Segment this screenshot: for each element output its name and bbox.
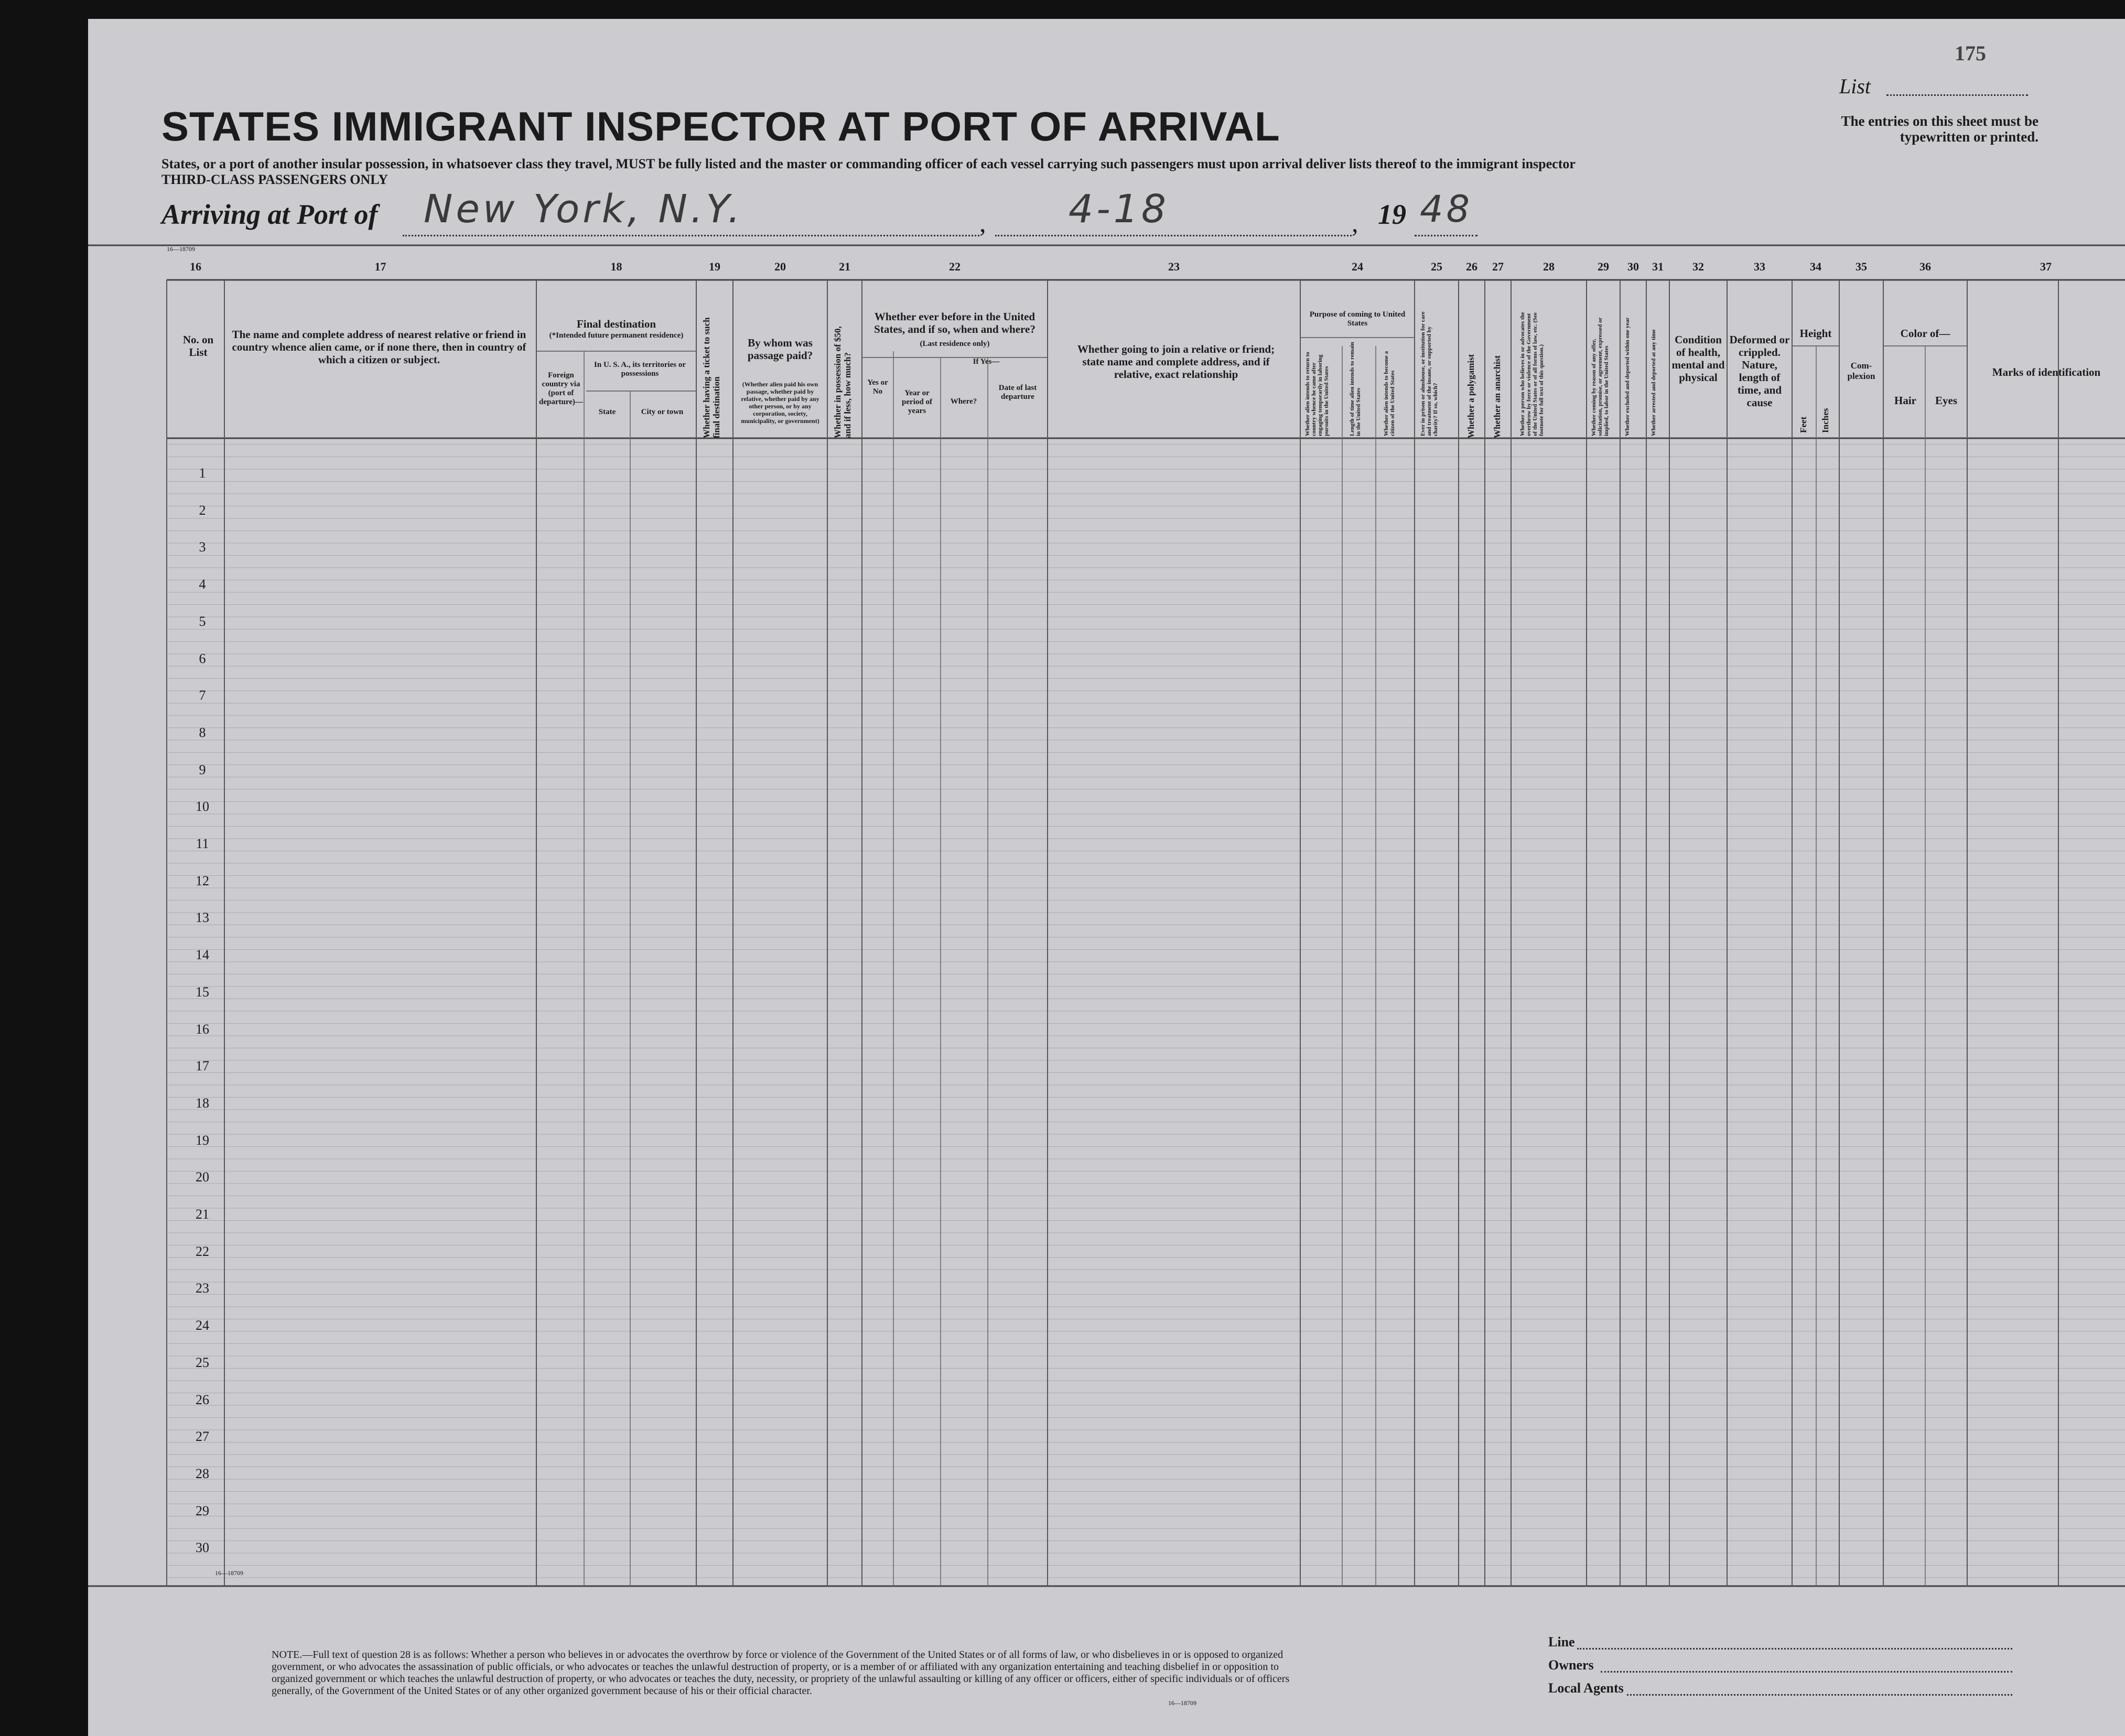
row-number: 13 — [196, 910, 209, 926]
header-ticket: Whether having a ticket to such final destination — [702, 317, 721, 438]
column-number: 20 — [774, 260, 786, 273]
header-possession-50: Whether in possession of $50, and if less, how much? — [833, 326, 853, 438]
port-field[interactable] — [403, 235, 979, 236]
row-number: 12 — [196, 873, 209, 888]
row-number: 4 — [199, 577, 206, 592]
column-number: 25 — [1431, 260, 1442, 273]
column-number: 35 — [1856, 260, 1867, 273]
column-number: 30 — [1627, 260, 1639, 273]
year-prefix: 19 — [1378, 199, 1406, 230]
column-number: 22 — [949, 260, 961, 273]
header-color-of: Color of— — [1900, 327, 1950, 340]
line-field[interactable] — [1577, 1648, 2012, 1650]
arrival-date[interactable]: 4-18 — [1069, 187, 1169, 232]
header-purpose: Purpose of coming to United States — [1309, 310, 1406, 328]
year-field[interactable] — [1415, 235, 1477, 236]
column-number: 17 — [374, 260, 386, 273]
comma: , — [979, 208, 986, 237]
header-eyes: Eyes — [1935, 394, 1957, 407]
list-field[interactable] — [1886, 94, 2028, 96]
header-paid-by: By whom was passage paid? — [747, 337, 813, 362]
column-number: 28 — [1543, 260, 1555, 273]
footer-form-number: 16—18709 — [1168, 1699, 1196, 1707]
header-q30: Whether excluded and deported within one year — [1624, 317, 1631, 436]
header-no-on-list: No. on List — [182, 333, 214, 359]
agents-field[interactable] — [1627, 1694, 2012, 1696]
form-number: 16—18709 — [167, 245, 195, 253]
row-number: 29 — [196, 1503, 209, 1518]
header-year-period: Year or period of years — [902, 389, 932, 415]
header-q31: Whether arrested and deported at any time — [1651, 329, 1657, 436]
header-final-destination-note: (*Intended future permanent residence) — [549, 331, 684, 340]
header-if-yes: If Yes— — [973, 357, 1000, 366]
column-number: 33 — [1754, 260, 1765, 273]
header-q29: Whether coming by reason of any offer, solicitation, promise, or agreement, expressed or implied, to labor in the United States — [1591, 317, 1610, 436]
comma: , — [1352, 208, 1358, 237]
header-inches: Inches — [1820, 408, 1830, 433]
row-number: 19 — [196, 1132, 209, 1148]
header-anarchist: Whether an anarchist — [1492, 355, 1502, 438]
class-line: THIRD-CLASS PASSENGERS ONLY — [161, 172, 389, 187]
footnote: NOTE.—Full text of question 28 is as follows: Whether a person who believes in or advocates the overthrow by force or violence of the Government of the United States or of all forms of law, or who disbelieves in or is opposed to organized government, or who advocates the assassination of public officials, or who advocates or teaches the unlawful destruction of property, or is a member of or affiliated with any organization entertaining and teaching disbelief in or opposition to organized government or which teaches the unlawful destruction of property, or who advocates or teaches the duty, necessity, or propriety of the unlawful assaulting or killing of any officer or officers, either of specific individuals or of officers generally, of the Government of the United States or of any other organized government because of his or their official character. — [272, 1649, 1290, 1697]
column-number: 27 — [1492, 260, 1504, 273]
row-number: 18 — [196, 1095, 209, 1111]
line-label: Line — [1548, 1634, 1575, 1650]
header-final-destination: Final destination — [576, 318, 656, 330]
agents-label: Local Agents — [1548, 1680, 1624, 1696]
header-purpose-c: Whether alien intends to become a citizen of the United States — [1383, 351, 1396, 436]
arrival-label: Arriving at Port of — [161, 199, 378, 230]
column-rules — [88, 19, 2125, 1736]
header-yes-or-no: Yes or No — [867, 378, 888, 396]
header-foreign-country: Foreign country via (port of departure)— — [539, 371, 583, 406]
row-number: 21 — [196, 1207, 209, 1222]
column-number: 29 — [1598, 260, 1609, 273]
column-number: 34 — [1810, 260, 1821, 273]
subtitle: States, or a port of another insular possession, in whatsoever class they travel, MUST be fully listed and the master or commanding officer of each vessel carrying such passengers must upon arrival deliver lists thereof to the immigrant inspector — [161, 156, 1576, 171]
header-prison: Ever in prison or almshouse, or institution for care and treatment of the insane, or supported by charity? If so, which? — [1420, 311, 1439, 436]
header-hair: Hair — [1894, 394, 1916, 407]
row-number: 6 — [199, 650, 206, 666]
row-number: 26 — [196, 1392, 209, 1407]
column-number: 21 — [839, 260, 850, 273]
column-number: 23 — [1168, 260, 1180, 273]
row-number: 11 — [196, 836, 209, 851]
header-where: Where? — [950, 397, 977, 406]
form-number-bottom: 16—18709 — [215, 1569, 243, 1577]
header-deformed: Deformed or crippled. Nature, length of time, and cause — [1729, 333, 1790, 409]
row-number: 7 — [199, 688, 206, 703]
list-note: The entries on this sheet must be typewritten or printed. — [1841, 113, 2038, 145]
page-number: 175 — [1955, 41, 1986, 65]
row-number: 2 — [199, 502, 206, 518]
column-number: 16 — [190, 260, 201, 273]
header-purpose-b: Length of time alien intends to remain in the United States — [1349, 342, 1362, 436]
header-height: Height — [1799, 327, 1832, 340]
column-number: 24 — [1352, 260, 1363, 273]
header-join-relative: Whether going to join a relative or friend; state name and complete address, and if relative, exact relationship — [1077, 343, 1275, 381]
row-number: 17 — [196, 1058, 209, 1074]
row-number: 24 — [196, 1318, 209, 1333]
row-number: 30 — [196, 1540, 209, 1556]
row-number: 25 — [196, 1354, 209, 1370]
header-purpose-a: Whether alien intends to return to country whence he came after engaging temporarily in laboring pursuits in the United States — [1304, 352, 1330, 436]
header-ever-before: Whether ever before in the United States, and if so, when and where? — [874, 310, 1035, 335]
owners-field[interactable] — [1601, 1671, 2012, 1673]
row-number: 3 — [199, 539, 206, 555]
header-city: City or town — [641, 408, 684, 416]
column-number: 31 — [1652, 260, 1664, 273]
column-number: 36 — [1919, 260, 1931, 273]
column-number: 26 — [1466, 260, 1477, 273]
header-q28: Whether a person who believes in or advocates the overthrow by force or violence of the Government of the United States or of all forms of law, etc. (See footnote for full text of this question.) — [1519, 312, 1545, 436]
list-label: List — [1839, 74, 1871, 98]
row-number: 5 — [199, 613, 206, 629]
column-number: 19 — [709, 260, 720, 273]
row-number: 8 — [199, 724, 206, 740]
date-field[interactable] — [995, 235, 1352, 236]
header-in-usa: In U. S. A., its territories or possessions — [594, 361, 686, 378]
header-complexion: Com-plexion — [1847, 361, 1875, 381]
owners-label: Owners — [1548, 1657, 1594, 1673]
header-health: Condition of health, mental and physical — [1671, 333, 1725, 384]
header-last-residence: (Last residence only) — [920, 340, 990, 348]
row-number: 10 — [196, 799, 209, 815]
arrival-port[interactable]: New York, N.Y. — [424, 187, 743, 232]
arrival-year[interactable]: 48 — [1420, 188, 1473, 231]
header-polygamist: Whether a polygamist — [1466, 354, 1476, 438]
manifest-sheet — [88, 19, 2125, 1736]
row-number: 1 — [199, 465, 206, 481]
row-number: 16 — [196, 1021, 209, 1037]
row-number: 27 — [196, 1429, 209, 1445]
header-feet: Feet — [1798, 416, 1808, 433]
page-title: STATES IMMIGRANT INSPECTOR AT PORT OF ARRIVAL — [161, 103, 1280, 149]
column-number: 18 — [610, 260, 622, 273]
header-date-last-departure: Date of last departure — [998, 384, 1037, 401]
header-marks: Marks of identification — [1992, 366, 2101, 378]
row-number: 14 — [196, 947, 209, 963]
column-number: 32 — [1692, 260, 1704, 273]
row-number: 22 — [196, 1243, 209, 1259]
row-number: 28 — [196, 1466, 209, 1481]
header-state: State — [598, 408, 616, 416]
row-number: 15 — [196, 984, 209, 1000]
header-paid-by-note: (Whether alien paid his own passage, whether paid by relative, whether paid by any other person, or by any corporation, society, municipality, or government) — [741, 381, 819, 425]
row-number: 9 — [199, 762, 206, 777]
row-number: 20 — [196, 1169, 209, 1185]
row-number: 23 — [196, 1281, 209, 1296]
column-number: 37 — [2040, 260, 2052, 273]
header-nearest-relative: The name and complete address of nearest relative or friend in country whence alien came, or if none there, then in country of which a citizen or subject. — [232, 328, 526, 366]
